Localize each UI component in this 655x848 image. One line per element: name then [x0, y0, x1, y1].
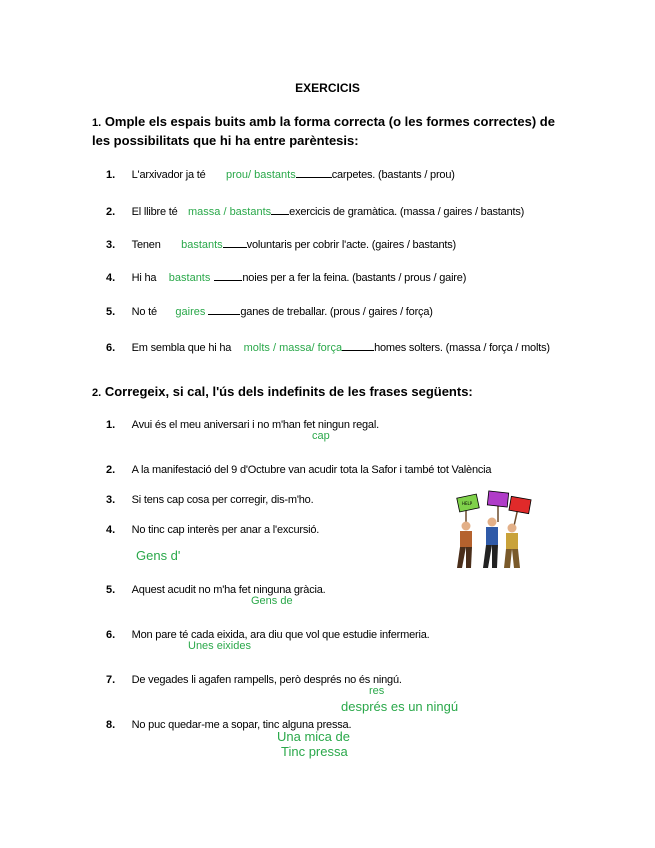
s1-item-2 — [106, 202, 524, 220]
s2-item-4 — [106, 520, 319, 538]
s1-item-1 — [106, 165, 455, 183]
item-number: 5. — [106, 306, 116, 318]
s2-item-8-answer-2: Tinc pressa — [281, 744, 348, 759]
page-title: EXERCICIS — [295, 81, 360, 95]
item-text-before: El llibre té — [131, 206, 178, 218]
item-number: 8. — [106, 719, 116, 731]
s2-item-1 — [106, 415, 379, 433]
s1-item-4 — [106, 268, 466, 286]
blank-line — [271, 205, 289, 215]
protesters-icon — [444, 488, 536, 572]
blank-line — [296, 168, 332, 178]
item-number: 3. — [106, 239, 116, 251]
blank-line — [342, 341, 374, 351]
item-number: 2. — [106, 206, 116, 218]
item-text: Si tens cap cosa per corregir, dis-m'ho. — [131, 494, 314, 506]
s2-item-1-answer: cap — [312, 430, 330, 442]
item-text-before: L'arxivador ja té — [131, 169, 206, 181]
answer-text: prou/ bastants — [226, 169, 296, 181]
item-text-after: ganes de treballar. (prous / gaires / força) — [240, 306, 433, 318]
item-text: De vegades li agafen rampells, però després no és ningú. — [131, 674, 402, 686]
blank-line — [208, 305, 240, 315]
item-number: 4. — [106, 272, 116, 284]
item-number: 3. — [106, 494, 116, 506]
section-1-text: Omple els espais buits amb la forma correcta (o les formes correctes) de les possibilitats que hi ha entre parèntesis: — [92, 114, 555, 148]
section-1-number: 1. — [92, 117, 102, 129]
item-number: 7. — [106, 674, 116, 686]
answer-text: bastants — [181, 239, 223, 251]
s1-item-6 — [106, 338, 550, 356]
item-number: 2. — [106, 464, 116, 476]
s2-item-6 — [106, 625, 429, 643]
item-text-after: noies per a fer la feina. (bastants / prous / gaire) — [242, 272, 467, 284]
item-number: 4. — [106, 524, 116, 536]
item-text-after: carpetes. (bastants / prou) — [331, 169, 455, 181]
item-text: A la manifestació del 9 d'Octubre van acudir tota la Safor i també tot València — [131, 464, 492, 476]
s2-item-3 — [106, 490, 313, 508]
item-text: Avui és el meu aniversari i no m'han fet ningun regal. — [131, 419, 379, 431]
item-text: Mon pare té cada eixida, ara diu que vol que estudie infermeria. — [131, 629, 430, 641]
section-2-heading — [92, 383, 562, 402]
item-text-before: Hi ha — [131, 272, 157, 284]
section-1-heading — [92, 113, 562, 149]
item-text-before: Tenen — [131, 239, 161, 251]
s2-item-4-answer: Gens d' — [136, 548, 181, 563]
item-number: 6. — [106, 629, 116, 641]
blank-line — [223, 238, 247, 248]
item-number: 6. — [106, 342, 116, 354]
item-text-after: exercicis de gramàtica. (massa / gaires / bastants) — [289, 206, 525, 218]
item-text: Aquest acudit no m'ha fet ninguna gràcia. — [131, 584, 326, 596]
item-text-after: voluntaris per cobrir l'acte. (gaires / bastants) — [246, 239, 457, 251]
answer-text: massa / bastants — [188, 206, 272, 218]
item-text: No puc quedar-me a sopar, tinc alguna pressa. — [131, 719, 352, 731]
answer-text: bastants — [168, 272, 211, 284]
s2-item-5-answer: Gens de — [251, 595, 293, 607]
answer-text: molts / massa/ força — [243, 342, 343, 354]
s2-item-7 — [106, 670, 402, 688]
item-text-before: Em sembla que hi ha — [131, 342, 232, 354]
s1-item-3 — [106, 235, 456, 253]
s2-item-6-answer: Unes eixides — [188, 640, 251, 652]
s2-item-8-answer-1: Una mica de — [277, 729, 350, 744]
item-text: No tinc cap interès per anar a l'excursió. — [131, 524, 320, 536]
protesters-illustration — [444, 488, 536, 572]
s1-item-5 — [106, 302, 433, 320]
item-text-before: No té — [131, 306, 157, 318]
section-2-number: 2. — [92, 387, 102, 399]
item-number: 1. — [106, 419, 116, 431]
item-text-after: homes solters. (massa / força / molts) — [374, 342, 550, 354]
s2-item-2 — [106, 460, 491, 478]
svg-text:HELP: HELP — [462, 501, 473, 506]
blank-line — [214, 271, 242, 281]
s2-item-7-answer-2: després es un ningú — [341, 699, 459, 714]
answer-text: gaires — [175, 306, 206, 318]
item-number: 5. — [106, 584, 116, 596]
section-2-text: Corregeix, si cal, l'ús dels indefinits de les frases següents: — [104, 384, 473, 399]
s2-item-7-answer-1: res — [369, 685, 385, 697]
item-number: 1. — [106, 169, 116, 181]
